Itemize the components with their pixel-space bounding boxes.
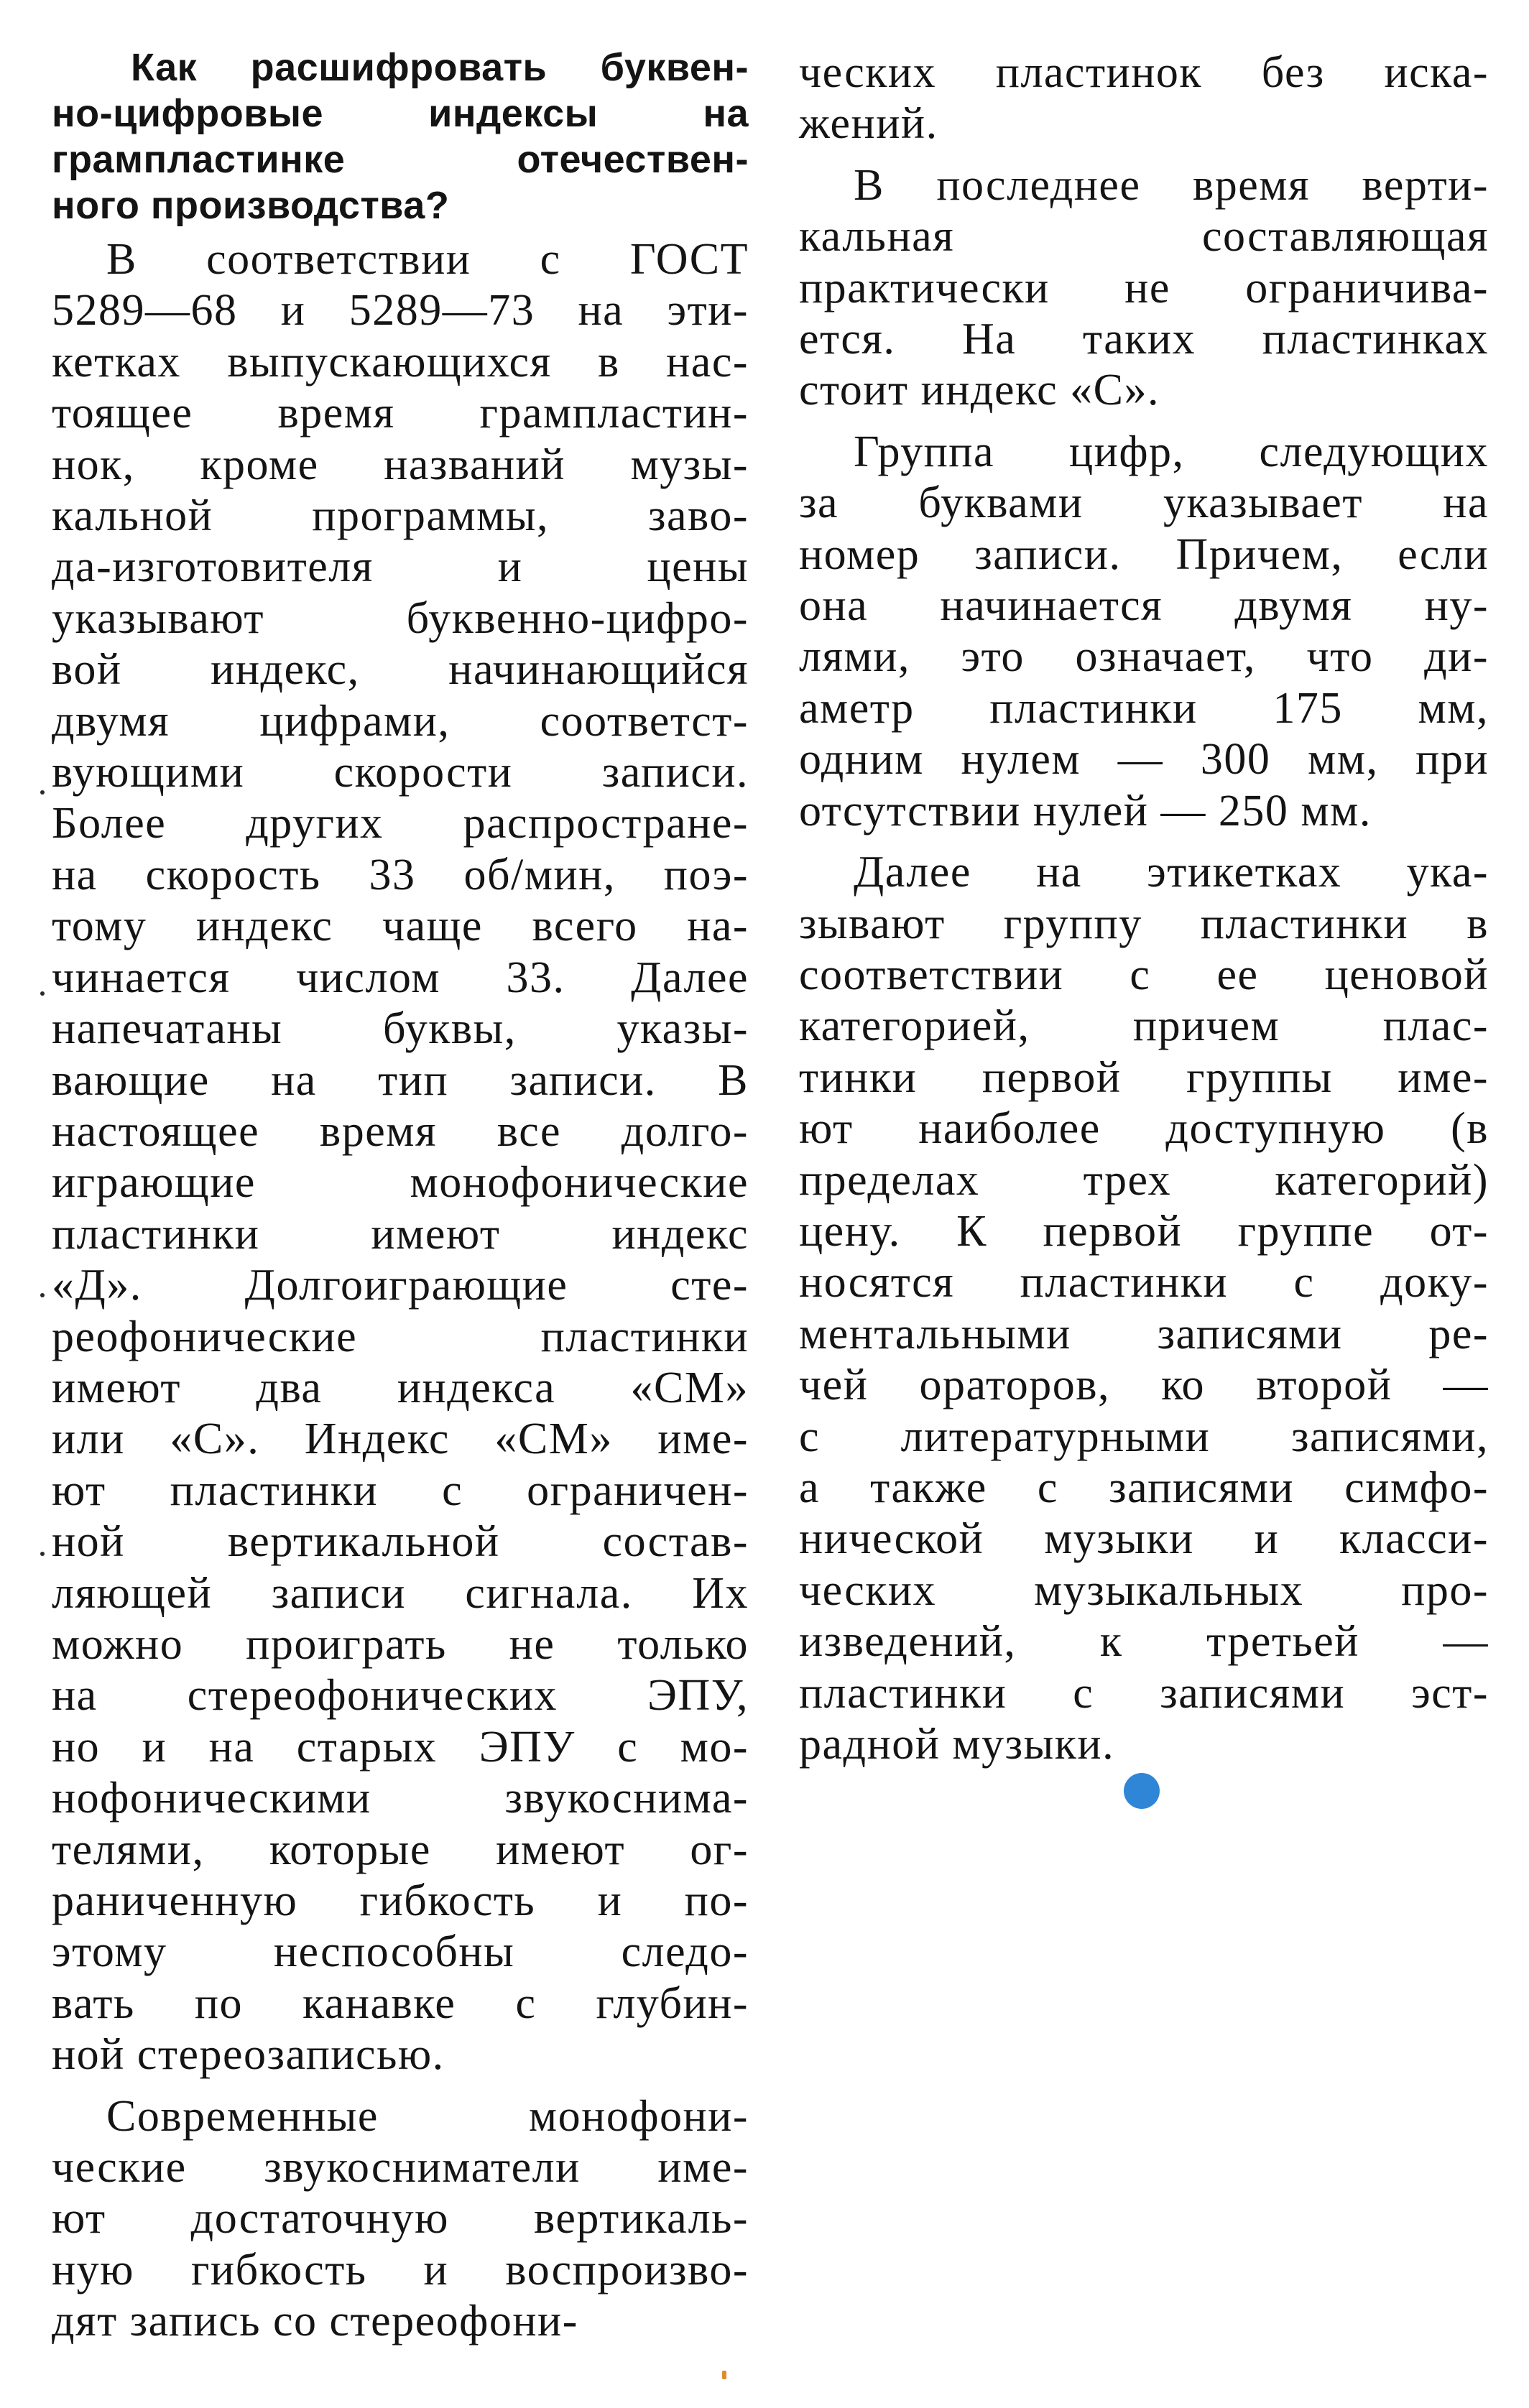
text-line: кальной программы, заво- [52,491,749,541]
text-line: ческие звукосниматели име- [52,2143,749,2192]
edge-speck [40,1293,45,1297]
paragraph [799,47,1489,150]
text-line: вующими скорости записи. [52,748,749,797]
text-line: тому индекс чаще всего на- [52,902,749,951]
text-line: вающие на тип записи. В [52,1055,749,1105]
text-line: раниченную гибкость и по- [52,1876,749,1925]
text-line: изведений, к третьей — [799,1617,1489,1667]
text-line: да-изготовителя и цены [52,542,749,592]
text-line: нофоническими звукоснима- [52,1774,749,1823]
text-line: можно проиграть не только [52,1619,749,1669]
text-line: реофонические пластинки [52,1312,749,1361]
text-line: она начинается двумя ну- [799,581,1489,631]
text-line: ляющей записи сигнала. Их [52,1568,749,1618]
text-line: лями, это означает, что ди- [799,632,1489,682]
paragraph-gap [799,417,1489,427]
text-line: пластинки имеют индекс [52,1209,749,1259]
text-line: носятся пластинки с доку- [799,1258,1489,1307]
heading-line: ного производства? [52,184,450,227]
text-line: тоящее время грампластин- [52,389,749,438]
text-line: но и на старых ЭПУ с мо- [52,1722,749,1772]
text-line: нок, кроме названий музы- [52,440,749,489]
text-line: имеют два индекса «СМ» [52,1363,749,1412]
text-line: или «С». Индекс «СМ» име- [52,1414,749,1464]
text-line: одним нулем — 300 мм, при [799,735,1489,784]
paragraph [52,234,749,2081]
paragraph [799,427,1489,837]
text-line: ется. На таких пластинках [799,315,1489,364]
text-line: аметр пластинки 175 мм, [799,683,1489,733]
text-line: настоящее время все долго- [52,1106,749,1156]
text-line: номер записи. Причем, если [799,529,1489,579]
text-line: с литературными записями, [799,1412,1489,1461]
text-line: телями, которые имеют ог- [52,1825,749,1874]
text-line: за буквами указывает на [799,478,1489,528]
text-line: категорией, причем плас- [799,1001,1489,1051]
text-line: ют пластинки с ограничен- [52,1465,749,1515]
text-line: Далее на этикетках ука- [854,848,1489,897]
text-line: двумя цифрами, соответст- [52,696,749,746]
text-line: указывают буквенно-цифро- [52,593,749,643]
text-line: Более других распростране- [52,799,749,848]
ink-speck [722,2371,726,2379]
right-column [799,47,1489,1770]
text-line: жений. [799,99,938,149]
text-line: зывают группу пластинки в [799,899,1489,948]
text-line: этому неспособны следо- [52,1927,749,1977]
text-line: Группа цифр, следующих [854,427,1489,476]
text-line: отсутствии нулей — 250 мм. [799,786,1372,835]
text-line: В последнее время верти- [854,160,1489,210]
text-line: ют достаточную вертикаль- [52,2194,749,2243]
paragraph [799,847,1489,1770]
heading-line: грампластинке отечествен- [52,138,749,181]
text-line: вой индекс, начинающийся [52,645,749,695]
text-line: ной стереозаписью. [52,2030,445,2080]
paragraph-gap [799,150,1489,160]
text-line: на скорость 33 об/мин, поэ- [52,850,749,899]
text-line: 5289—68 и 5289—73 на эти- [52,286,749,335]
edge-speck [40,790,45,795]
paragraph [52,2091,749,2348]
text-line: кетках выпускающихся в нас- [52,337,749,386]
edge-speck [40,991,45,996]
text-line: дят запись со стереофони- [52,2297,578,2346]
edge-speck [40,1552,45,1556]
text-line: ной вертикальной состав- [52,1517,749,1567]
text-line: тинки первой группы име- [799,1052,1489,1102]
text-line: ную гибкость и воспроизво- [52,2245,749,2294]
paragraph-gap [799,837,1489,847]
left-column [52,45,749,2348]
text-line: пластинки с записями эст- [799,1668,1489,1718]
paragraph [799,160,1489,417]
text-line: ют наиболее доступную (в [799,1104,1489,1154]
text-line: практически не ограничива- [799,263,1489,312]
text-line: на стереофонических ЭПУ, [52,1671,749,1721]
text-line: а также с записями симфо- [799,1463,1489,1512]
heading-line: но-цифровые индексы на [52,92,749,135]
text-line: стоит индекс «С». [799,366,1160,415]
text-line: соответствии с ее ценовой [799,950,1489,999]
text-line: чинается числом 33. Далее [52,953,749,1002]
text-line: ментальными записями ре- [799,1309,1489,1358]
text-line: Современные монофони- [106,2091,749,2141]
text-line: В соответствии с ГОСТ [106,235,749,284]
text-line: нической музыки и класси- [799,1514,1489,1564]
left-paragraphs [52,234,749,2348]
text-line: цену. К первой группе от- [799,1206,1489,1256]
text-line: играющие монофонические [52,1158,749,1208]
text-line: чей ораторов, ко второй — [799,1361,1489,1410]
paragraph-gap [52,2081,749,2091]
text-line: напечатаны буквы, указы- [52,1004,749,1054]
text-line: пределах трех категорий) [799,1155,1489,1205]
text-line: вать по канавке с глубин- [52,1978,749,2028]
blue-dot-mark [1124,1773,1160,1809]
article-heading [52,45,749,228]
text-line: «Д». Долгоиграющие сте- [52,1261,749,1310]
text-line: ческих пластинок без иска- [799,48,1489,97]
heading-line: Как расшифровать буквен- [131,46,749,89]
text-line: радной музыки. [799,1720,1115,1769]
text-line: ческих музыкальных про- [799,1565,1489,1615]
text-line: кальная составляющая [799,212,1489,261]
